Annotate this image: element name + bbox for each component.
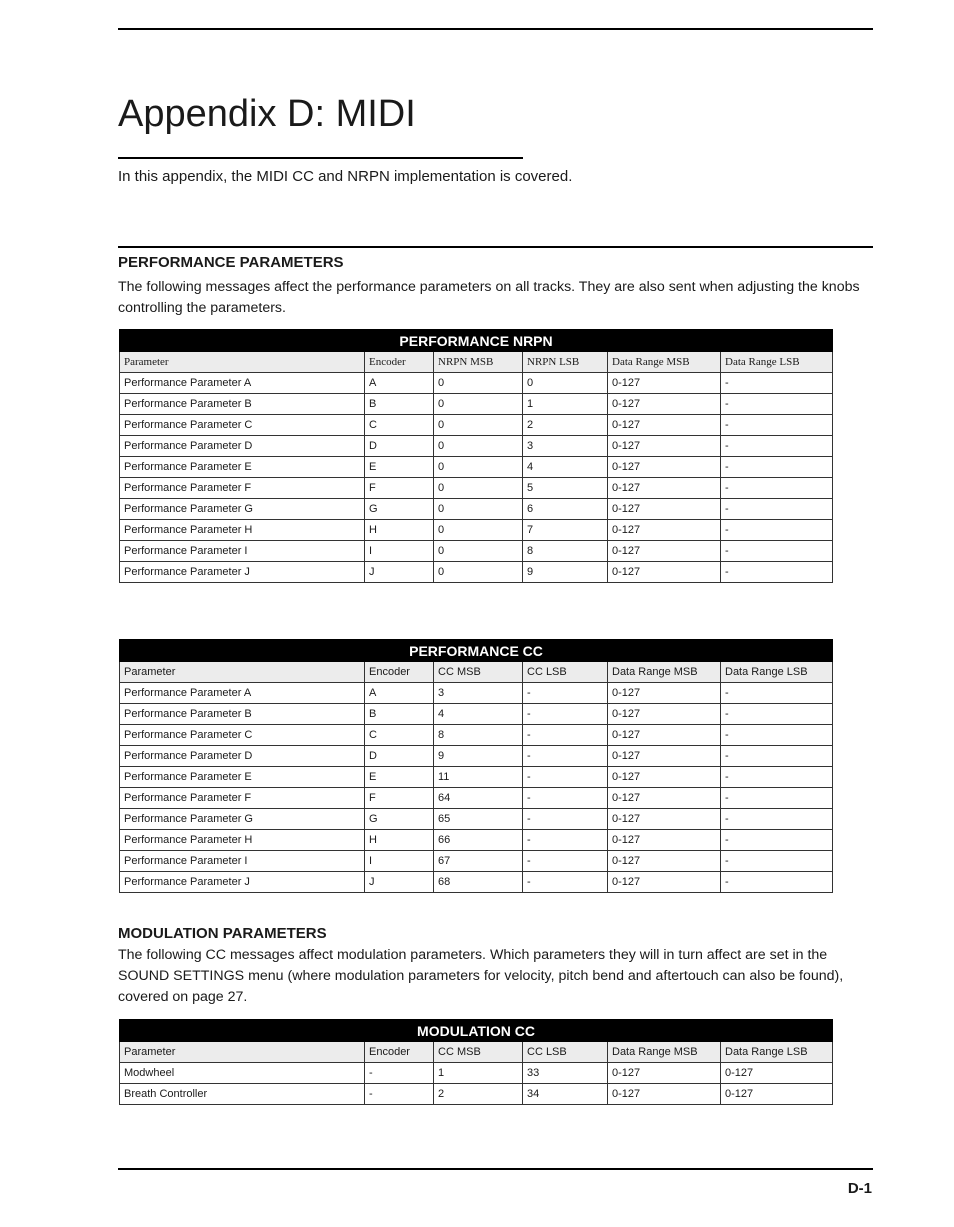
column-header: Parameter <box>120 662 365 683</box>
table-cell: - <box>523 830 608 851</box>
column-header: Data Range LSB <box>721 662 833 683</box>
table-cell: A <box>365 683 434 704</box>
table-cell: D <box>365 436 434 457</box>
table-cell: 0-127 <box>608 683 721 704</box>
table-cell: B <box>365 394 434 415</box>
table-cell: 0-127 <box>721 1084 833 1105</box>
table-cell: I <box>365 851 434 872</box>
table-cell: 0-127 <box>608 478 721 499</box>
table-header-row <box>120 662 833 683</box>
table-cell: 11 <box>434 767 523 788</box>
table-cell: - <box>523 683 608 704</box>
table-cell: Performance Parameter A <box>120 683 365 704</box>
table-cell: H <box>365 830 434 851</box>
column-header: Encoder <box>365 662 434 683</box>
table-cell: 4 <box>523 457 608 478</box>
section-rule <box>118 246 873 248</box>
table-cell: 65 <box>434 809 523 830</box>
table-cell: 9 <box>523 562 608 583</box>
table-cell: - <box>721 767 833 788</box>
table-cell: 0 <box>434 436 523 457</box>
table-cell: I <box>365 541 434 562</box>
table-cell: - <box>721 788 833 809</box>
table-cell: - <box>721 809 833 830</box>
table-cell: A <box>365 373 434 394</box>
table-cell: - <box>721 415 833 436</box>
table-cell: - <box>523 746 608 767</box>
table-cell: G <box>365 809 434 830</box>
table-header-row <box>120 1042 833 1063</box>
footer-rule <box>118 1168 873 1170</box>
table-cell: - <box>721 457 833 478</box>
table-header-row <box>120 352 833 373</box>
performance-paragraph: The following messages affect the performance parameters on all tracks. They are also sent when adjusting the knobs controlling the parameters. <box>118 279 860 316</box>
table-cell: - <box>721 704 833 725</box>
table-row <box>120 1084 833 1105</box>
table-cell: 0-127 <box>608 872 721 893</box>
table-caption: PERFORMANCE NRPN <box>120 330 833 352</box>
column-header: NRPN MSB <box>434 352 523 373</box>
table-cell: 2 <box>523 415 608 436</box>
table-row <box>120 499 833 520</box>
table-row <box>120 478 833 499</box>
modulation-cc-table <box>119 1019 833 1105</box>
table-cell: Performance Parameter J <box>120 872 365 893</box>
table-cell: - <box>365 1063 434 1084</box>
column-header: Data Range LSB <box>721 1042 833 1063</box>
table-cell: G <box>365 499 434 520</box>
title-underline <box>118 157 523 159</box>
column-header: Data Range LSB <box>721 352 833 373</box>
table-cell: - <box>721 872 833 893</box>
table-cell: E <box>365 767 434 788</box>
table-cell: 1 <box>434 1063 523 1084</box>
table-cell: Performance Parameter H <box>120 520 365 541</box>
table-cell: 0-127 <box>721 1063 833 1084</box>
table-cell: - <box>721 499 833 520</box>
table-caption: PERFORMANCE CC <box>120 640 833 662</box>
table-cell: - <box>721 478 833 499</box>
table-cell: 0 <box>434 562 523 583</box>
table-cell: - <box>721 373 833 394</box>
table-cell: H <box>365 520 434 541</box>
table-cell: 34 <box>523 1084 608 1105</box>
table-cell: 3 <box>523 436 608 457</box>
modulation-paragraph: The following CC messages affect modulation parameters. Which parameters they will in turn affect are set in the SOUND SETTINGS menu (where modulation parameters for velocity, pitch bend and aftertouch can also be found), covered on page 27. <box>118 947 844 1005</box>
table-cell: 0 <box>434 478 523 499</box>
table-cell: F <box>365 788 434 809</box>
table-cell: 0 <box>434 520 523 541</box>
table-cell: Performance Parameter D <box>120 746 365 767</box>
table-cell: C <box>365 415 434 436</box>
table-cell: 0-127 <box>608 725 721 746</box>
table-cell: 0-127 <box>608 1063 721 1084</box>
table-cell: - <box>721 725 833 746</box>
table-row <box>120 520 833 541</box>
table-row <box>120 809 833 830</box>
table-cell: Performance Parameter G <box>120 809 365 830</box>
table-cell: 0-127 <box>608 851 721 872</box>
table-cell: 7 <box>523 520 608 541</box>
table-row <box>120 373 833 394</box>
table-cell: J <box>365 872 434 893</box>
column-header: Data Range MSB <box>608 662 721 683</box>
table-cell: - <box>721 683 833 704</box>
table-cell: 0 <box>434 415 523 436</box>
table-cell: 0-127 <box>608 830 721 851</box>
table-cell: 0 <box>434 499 523 520</box>
table-cell: 66 <box>434 830 523 851</box>
table-cell: 4 <box>434 704 523 725</box>
table-cell: B <box>365 704 434 725</box>
intro-text: In this appendix, the MIDI CC and NRPN implementation is covered. <box>118 168 573 185</box>
table-cell: Performance Parameter I <box>120 851 365 872</box>
table-cell: Performance Parameter G <box>120 499 365 520</box>
table-cell: 0-127 <box>608 520 721 541</box>
table-cell: D <box>365 746 434 767</box>
table-row <box>120 436 833 457</box>
table-cell: - <box>523 788 608 809</box>
table-cell: 0-127 <box>608 499 721 520</box>
table-cell: 0-127 <box>608 562 721 583</box>
table-row <box>120 746 833 767</box>
table-cell: - <box>721 746 833 767</box>
table-cell: 0-127 <box>608 373 721 394</box>
table-cell: Performance Parameter B <box>120 704 365 725</box>
table-cell: 0-127 <box>608 415 721 436</box>
table-cell: - <box>523 725 608 746</box>
table-cell: Performance Parameter E <box>120 767 365 788</box>
table-cell: 9 <box>434 746 523 767</box>
performance-heading: PERFORMANCE PARAMETERS <box>118 254 344 271</box>
column-header: Data Range MSB <box>608 352 721 373</box>
table-cell: 64 <box>434 788 523 809</box>
column-header: Parameter <box>120 1042 365 1063</box>
table-cell: 0-127 <box>608 541 721 562</box>
table-cell: 8 <box>523 541 608 562</box>
table-cell: 0 <box>434 394 523 415</box>
page-title: Appendix D: MIDI <box>118 93 416 135</box>
table-row <box>120 704 833 725</box>
table-cell: F <box>365 478 434 499</box>
table-cell: - <box>721 562 833 583</box>
column-header: Encoder <box>365 352 434 373</box>
table-row <box>120 562 833 583</box>
column-header: Data Range MSB <box>608 1042 721 1063</box>
table-cell: - <box>721 541 833 562</box>
column-header: CC LSB <box>523 1042 608 1063</box>
table-cell: 0-127 <box>608 767 721 788</box>
table-cell: Performance Parameter J <box>120 562 365 583</box>
table-row <box>120 1063 833 1084</box>
table-cell: 6 <box>523 499 608 520</box>
table-cell: 0 <box>434 541 523 562</box>
modulation-heading: MODULATION PARAMETERS <box>118 925 327 942</box>
table-cell: 0 <box>434 373 523 394</box>
table-cell: Performance Parameter A <box>120 373 365 394</box>
table-cell: - <box>721 520 833 541</box>
table-cell: 8 <box>434 725 523 746</box>
table-cell: - <box>721 851 833 872</box>
table-row <box>120 541 833 562</box>
performance-nrpn-table <box>119 329 833 583</box>
table-cell: 0-127 <box>608 746 721 767</box>
table-cell: Performance Parameter C <box>120 415 365 436</box>
table-cell: - <box>365 1084 434 1105</box>
table-cell: - <box>523 767 608 788</box>
table-cell: E <box>365 457 434 478</box>
table-cell: Performance Parameter C <box>120 725 365 746</box>
table-row <box>120 457 833 478</box>
table-cell: - <box>523 809 608 830</box>
table-cell: 0 <box>523 373 608 394</box>
table-cell: 0-127 <box>608 1084 721 1105</box>
table-cell: C <box>365 725 434 746</box>
table-row <box>120 830 833 851</box>
table-cell: Performance Parameter F <box>120 478 365 499</box>
table-cell: Performance Parameter H <box>120 830 365 851</box>
performance-cc-table <box>119 639 833 893</box>
table-cell: Breath Controller <box>120 1084 365 1105</box>
table-row <box>120 394 833 415</box>
table-row <box>120 851 833 872</box>
table-cell: 67 <box>434 851 523 872</box>
table-cell: Modwheel <box>120 1063 365 1084</box>
table-cell: Performance Parameter D <box>120 436 365 457</box>
table-row <box>120 415 833 436</box>
column-header: Encoder <box>365 1042 434 1063</box>
column-header: Parameter <box>120 352 365 373</box>
table-cell: 1 <box>523 394 608 415</box>
table-cell: Performance Parameter I <box>120 541 365 562</box>
table-cell: 0-127 <box>608 809 721 830</box>
table-cell: Performance Parameter E <box>120 457 365 478</box>
table-cell: 3 <box>434 683 523 704</box>
table-cell: 0-127 <box>608 394 721 415</box>
table-caption: MODULATION CC <box>120 1020 833 1042</box>
table-cell: 0-127 <box>608 436 721 457</box>
column-header: NRPN LSB <box>523 352 608 373</box>
table-cell: Performance Parameter B <box>120 394 365 415</box>
table-cell: - <box>523 851 608 872</box>
table-row <box>120 788 833 809</box>
column-header: CC MSB <box>434 662 523 683</box>
top-rule <box>118 28 873 30</box>
table-cell: 2 <box>434 1084 523 1105</box>
table-row <box>120 683 833 704</box>
table-cell: - <box>721 394 833 415</box>
column-header: CC LSB <box>523 662 608 683</box>
table-cell: 33 <box>523 1063 608 1084</box>
table-cell: - <box>523 872 608 893</box>
table-cell: - <box>721 830 833 851</box>
table-cell: 5 <box>523 478 608 499</box>
page-number: D-1 <box>847 1180 872 1197</box>
table-cell: Performance Parameter F <box>120 788 365 809</box>
table-cell: 0-127 <box>608 704 721 725</box>
table-cell: - <box>721 436 833 457</box>
column-header: CC MSB <box>434 1042 523 1063</box>
table-cell: 0 <box>434 457 523 478</box>
table-row <box>120 767 833 788</box>
table-cell: 0-127 <box>608 457 721 478</box>
table-cell: J <box>365 562 434 583</box>
table-cell: - <box>523 704 608 725</box>
table-cell: 0-127 <box>608 788 721 809</box>
table-row <box>120 725 833 746</box>
table-row <box>120 872 833 893</box>
table-cell: 68 <box>434 872 523 893</box>
